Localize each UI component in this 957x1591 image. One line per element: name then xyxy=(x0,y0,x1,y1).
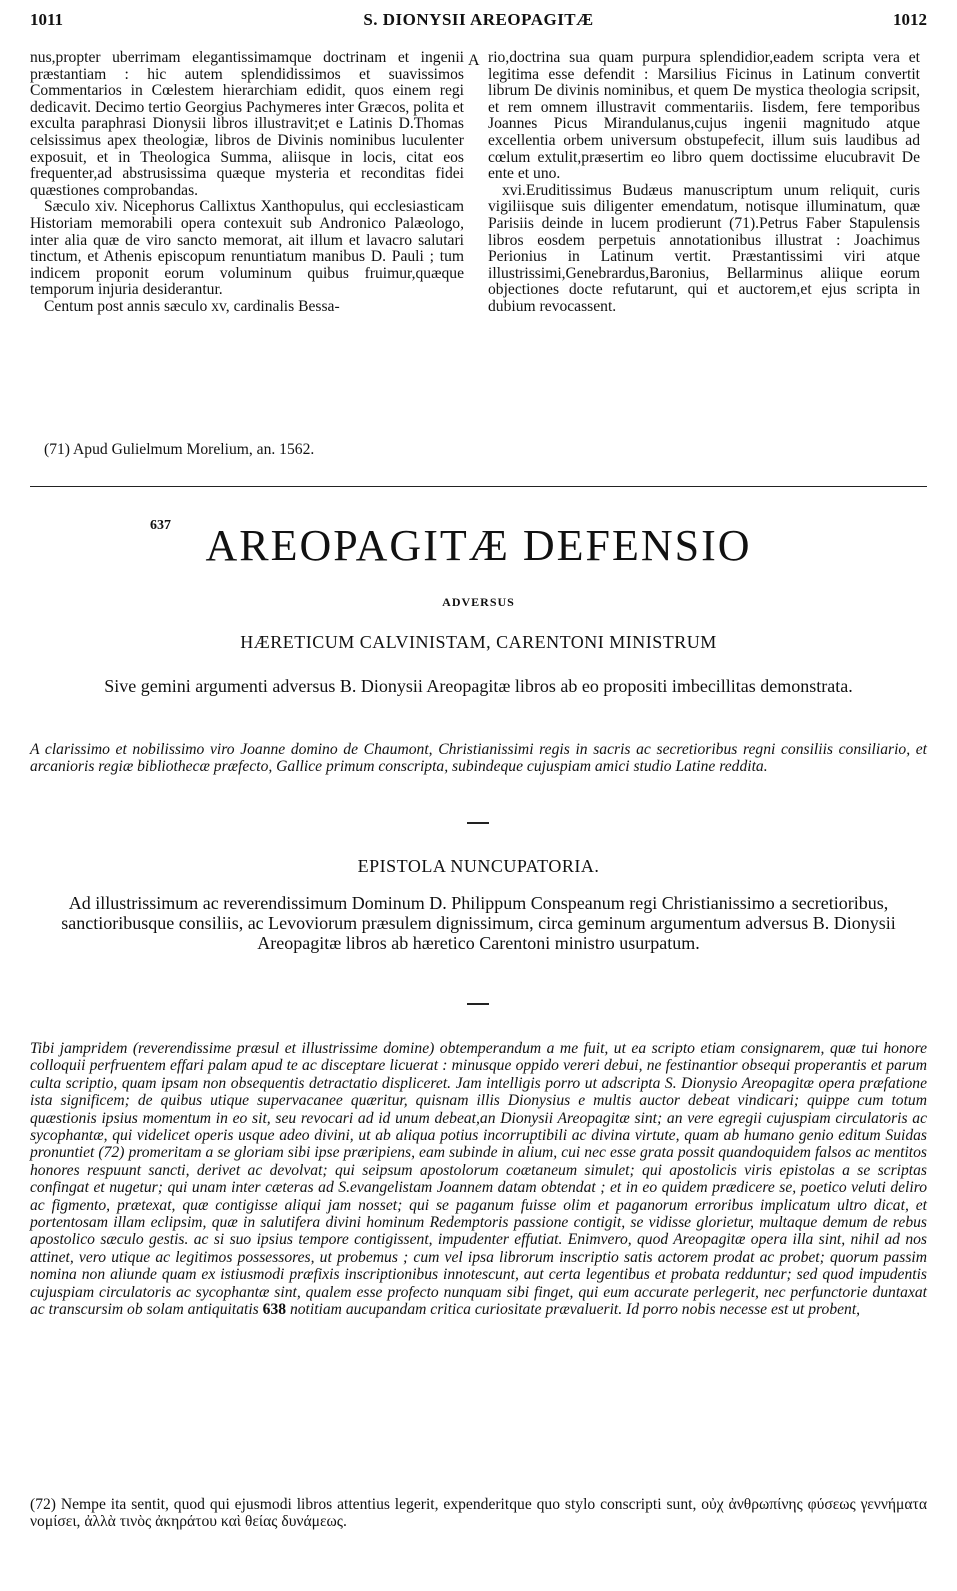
right-page-number: 1012 xyxy=(893,10,927,29)
sive-line: Sive gemini argumenti adversus B. Dionysii Areopagitæ libros ab eo propositi imbecillitas demonstrata. xyxy=(104,676,853,696)
left-paragraph-1: nus,propter uberrimam elegantissimamque doctrinam et ingenii præstantiam : hic autem splendidissimos et suavissimos Commentarios in Cœlestem hierarchiam edidit, quos einem regi dedicavit. Decimo tertio Georgius Pachymeres inter Græcos, polita et exculta paraphrasi Dionysii libros illustravit;et e Latinis D.Thomas celsissimus apex theologiæ, libros de Divinis nominibus luculenter exposuit, et in Theologica Summa, aliisque in locis, citat eos frequenter,ad abstrusissima quæque mysteria et reconditas fidei quæstiones comprobandas. xyxy=(30,49,464,199)
right-paragraph-2: xvi.Eruditissimus Budæus manuscriptum unum reliquit, curis vigiliisque suis diligenter emendatum, notisque illuminatum, quæ Parisiis deinde in lucem prodierunt (71).Petrus Faber Stapulensis libros eosdem perpetuis annotationibus illustrat : Joachimus Perionius in Latinum vertit. Præstantissimi viri atque illustrissimi,Genebrardus,Baronius, Bellarminus aliique eorum objectiones docte refutarunt, qui et auctorem,et ejus scripta in dubium revocassent. xyxy=(488,181,920,315)
adversus-line: ADVERSUS xyxy=(442,595,515,609)
margin-letter: A xyxy=(468,52,480,69)
short-rule xyxy=(467,822,489,824)
subtitle: HÆRETICUM CALVINISTAM, CARENTONI MINISTRUM xyxy=(240,632,717,652)
epistle-tail: notitiam aucupandam critica curiositate prævaluerit. Id porro nobis necesse est ut probent, xyxy=(289,1301,861,1319)
epistle-text: Tibi jampridem (reverendissime præsul et illustrissime domine) obtemperandum a me fuit, ut ea scripto etiam consignarem, quæ tui honore colloquii perfruentem effari palam apud te ac disceptare licuerat : minusque oppido vereri debui, ne festinantior obsequi properantis et parum culta scriptio, quam ipsam non obsequentis detractatio displiceret. Jam intelligis porro ut adscripta S. Dionysio Areopagitæ opera præfatione ista significem; de quibus utique supervacanee quæritur, quisnam illis Dionysius e multis auctor debeat vindicari; quippe cum totum quæstionis ipsius momentum in eo sit, seu revocari ad id unum debeat,an Dionysii Areopagitæ sint; an vere egregii cujuspiam circulatoris ac sycophantæ, qui videlicet operis usque adeo divini, ut ab aliqua potius incorruptibili ac divina virtute, quam ab humano genio editum Suidas pronuntiet (72) promeritam a se gloriam sibi ipse præripiens, eam subinde in alium, cui nec esse grata possit quandoquidem falsos ac mentitos honores respuunt sancti, derivet ac devolvat; qui seipsum apostolorum coætaneum simulet; qui apostolicis viris epistolas a se scriptas confingat et nugetur; qui unam inter cæteras ad S.evangelistam Joannem datam obtendat ; et in eo quidem prædicere se, poetico veluti deliro ac figmento, prætexat, quæ contigisse aliqui jam nosset; qui se paganum fuisse olim et paganorum erroribus implicatum ultro dicat, et portentosam illam eclipsim, quæ in salutifera divini hominum Redemptoris passione contigit, se vidisse glorietur, multaque demum de rebus apostolico sæculo gestis. ac si suo ipsius tempore contigissent, impudenter effutiat. Enimvero, quod Areopagitæ opera illa sint, nihil ad nos attinet, vero utique ac legitimos possessores, ut probemus ; cum vel ipsa librorum inscriptio satis actorem prodat ac probet; quorum passim nomina non aliunde quam ex istiusmodi præfixis inscriptionibus innotescunt, aut certa legentibus et probata redduntur; sed quod impudentis cujuspiam circulatoris ac sycophantæ sint, qualem esse profecto nunquam sibi finget, qui eum accurate perlegerit, nec perfunctorie duntaxat ac transcursim ob solam antiquitatis xyxy=(30,1040,927,1319)
page-marker: 637 xyxy=(150,518,171,533)
dedication: A clarissimo et nobilissimo viro Joanne domino de Chaumont, Christianissimi regis in sacris ac secretioribus regni consiliis consiliario, et arcanioris regiæ bibliothecæ præfecto, Gallice primum conscripta, subindeque cujuspiam amici studio Latine reddita. xyxy=(30,741,927,775)
main-title: AREOPAGITÆ DEFENSIO xyxy=(205,521,752,570)
bottom-footnote: (72) Nempe ita sentit, quod qui ejusmodi libros attentius legerit, expenderitque quo stylo conscripti sunt, οὐχ ἀνθρωπίνης φύσεως γεννήματα νομίσει, ἀλλὰ τινὸς ἀκηράτου καὶ θείας δυνάμεως. xyxy=(30,1496,927,1530)
epistle-body xyxy=(30,1040,927,1319)
right-column xyxy=(488,50,920,316)
left-page-number: 1011 xyxy=(30,10,64,29)
addressee: Ad illustrissimum ac reverendissimum Dominum D. Philippum Conspeanum regi Christianissimo a secretioribus, sanctioribusque consiliis, ac Levoviorum præsulem dignissimum, circa geminum argumentum adversus B. Dionysii Areopagitæ libros ab hæretico Carentoni ministro usurpatum. xyxy=(61,893,896,953)
left-paragraph-2: Sæculo xiv. Nicephorus Callixtus Xanthopulus, qui ecclesiasticam Historiam memorabili opera contexuit sub Andronico Palæologo, inter alia quæ de viro sancto memorat, ait illum et lavacro salutari tinctum, et Athenis episcopum renuntiatum manibus D. Pauli ; tum indicem proponit eorum voluminum quibus fruimur,quæque temporum injuria desiderantur. xyxy=(30,198,464,299)
inline-page-marker: 638 xyxy=(262,1301,287,1319)
left-footnote: (71) Apud Gulielmum Morelium, an. 1562. xyxy=(44,441,315,458)
left-paragraph-3: Centum post annis sæculo xv, cardinalis Bessa- xyxy=(44,297,340,315)
section-divider xyxy=(30,486,927,487)
running-title: S. DIONYSII AREOPAGITÆ xyxy=(363,10,594,29)
running-header xyxy=(30,10,927,34)
epistola-heading: EPISTOLA NUNCUPATORIA. xyxy=(357,856,600,876)
left-column xyxy=(30,50,464,316)
short-rule-2 xyxy=(467,1003,489,1005)
right-paragraph-1: rio,doctrina sua quam purpura splendidior,eadem scripta vera et legitima esse defendit : Marsilius Ficinus in Latinum convertit librum De divinis nominibus, et quem De mystica theologia scripsit, et rem omnem illustravit commentariis. Iisdem, fere temporibus Joannes Picus Mirandulanus,cujus ingenii magnitudo atque excellentia orbem universum obstupefecit, illum suis laudibus ad cœlum extulit,præsertim eo libro quem doctissime elucubravit De ente et uno. xyxy=(488,49,920,183)
